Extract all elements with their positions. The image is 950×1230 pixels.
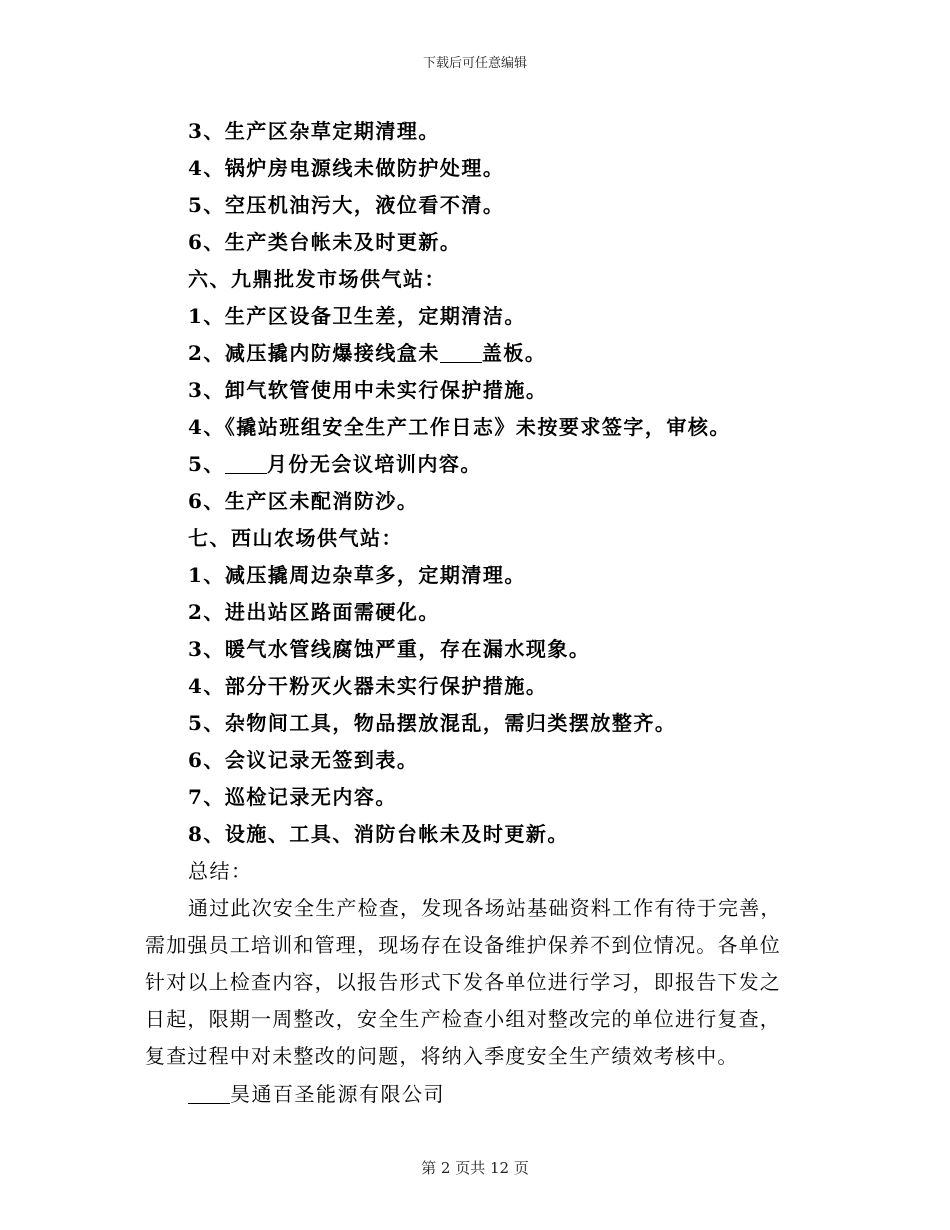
- paragraph-line: 复查过程中对未整改的问题，将纳入季度安全生产绩效考核中。: [145, 1044, 739, 1068]
- list-item: 6、生产区未配消防沙。: [188, 489, 419, 513]
- list-item: 5、空压机油污大，液位看不清。: [188, 193, 505, 217]
- list-item: 3、卸气软管使用中未实行保护措施。: [188, 378, 548, 402]
- list-item: 4、锅炉房电源线未做防护处理。: [188, 156, 505, 180]
- paragraph-line: 针对以上检查内容，以报告形式下发各单位进行学习，即报告下发之: [145, 970, 781, 994]
- list-item: 4、部分干粉灭火器未实行保护措施。: [188, 674, 548, 698]
- list-item: 3、暖气水管线腐蚀严重，存在漏水现象。: [188, 637, 591, 661]
- list-item: 1、生产区设备卫生差，定期清洁。: [188, 304, 526, 328]
- list-item: 2、减压撬内防爆接线盒未 盖板。: [188, 341, 547, 365]
- list-item: 6、会议记录无签到表。: [188, 748, 419, 772]
- paragraph-line: 通过此次安全生产检查，发现各场站基础资料工作有待于完善，: [188, 896, 782, 920]
- list-item: 1、减压撬周边杂草多，定期清理。: [188, 563, 526, 587]
- list-item: 5、 月份无会议培训内容。: [188, 452, 482, 476]
- summary-label: 总结：: [188, 859, 253, 883]
- blank-underline: [188, 1083, 230, 1104]
- blank-underline: [225, 453, 267, 474]
- list-item: 8、设施、工具、消防台帐未及时更新。: [188, 822, 569, 846]
- blank-underline: [440, 342, 482, 363]
- list-item: 6、生产类台帐未及时更新。: [188, 230, 462, 254]
- list-item: 3、生产区杂草定期清理。: [188, 119, 440, 143]
- page-header: 下载后可任意编辑: [422, 56, 527, 71]
- paragraph-line: 需加强员工培训和管理，现场存在设备维护保养不到位情况。各单位: [145, 933, 781, 957]
- paragraph-line: 日起，限期一周整改，安全生产检查小组对整改完的单位进行复查，: [145, 1007, 781, 1031]
- company-signature: 昊通百圣能源有限公司: [188, 1078, 445, 1107]
- list-item: 4、《撬站班组安全生产工作日志》未按要求签字，审核。: [188, 415, 731, 439]
- page-footer: 第 2 页共 12 页: [421, 1159, 529, 1177]
- section-heading: 七、西山农场供气站：: [188, 526, 403, 550]
- list-item: 5、杂物间工具，物品摆放混乱，需归类摆放整齐。: [188, 711, 677, 735]
- list-item: 7、巡检记录无内容。: [188, 785, 397, 809]
- list-item: 2、进出站区路面需硬化。: [188, 600, 440, 624]
- section-heading: 六、九鼎批发市场供气站：: [188, 267, 446, 291]
